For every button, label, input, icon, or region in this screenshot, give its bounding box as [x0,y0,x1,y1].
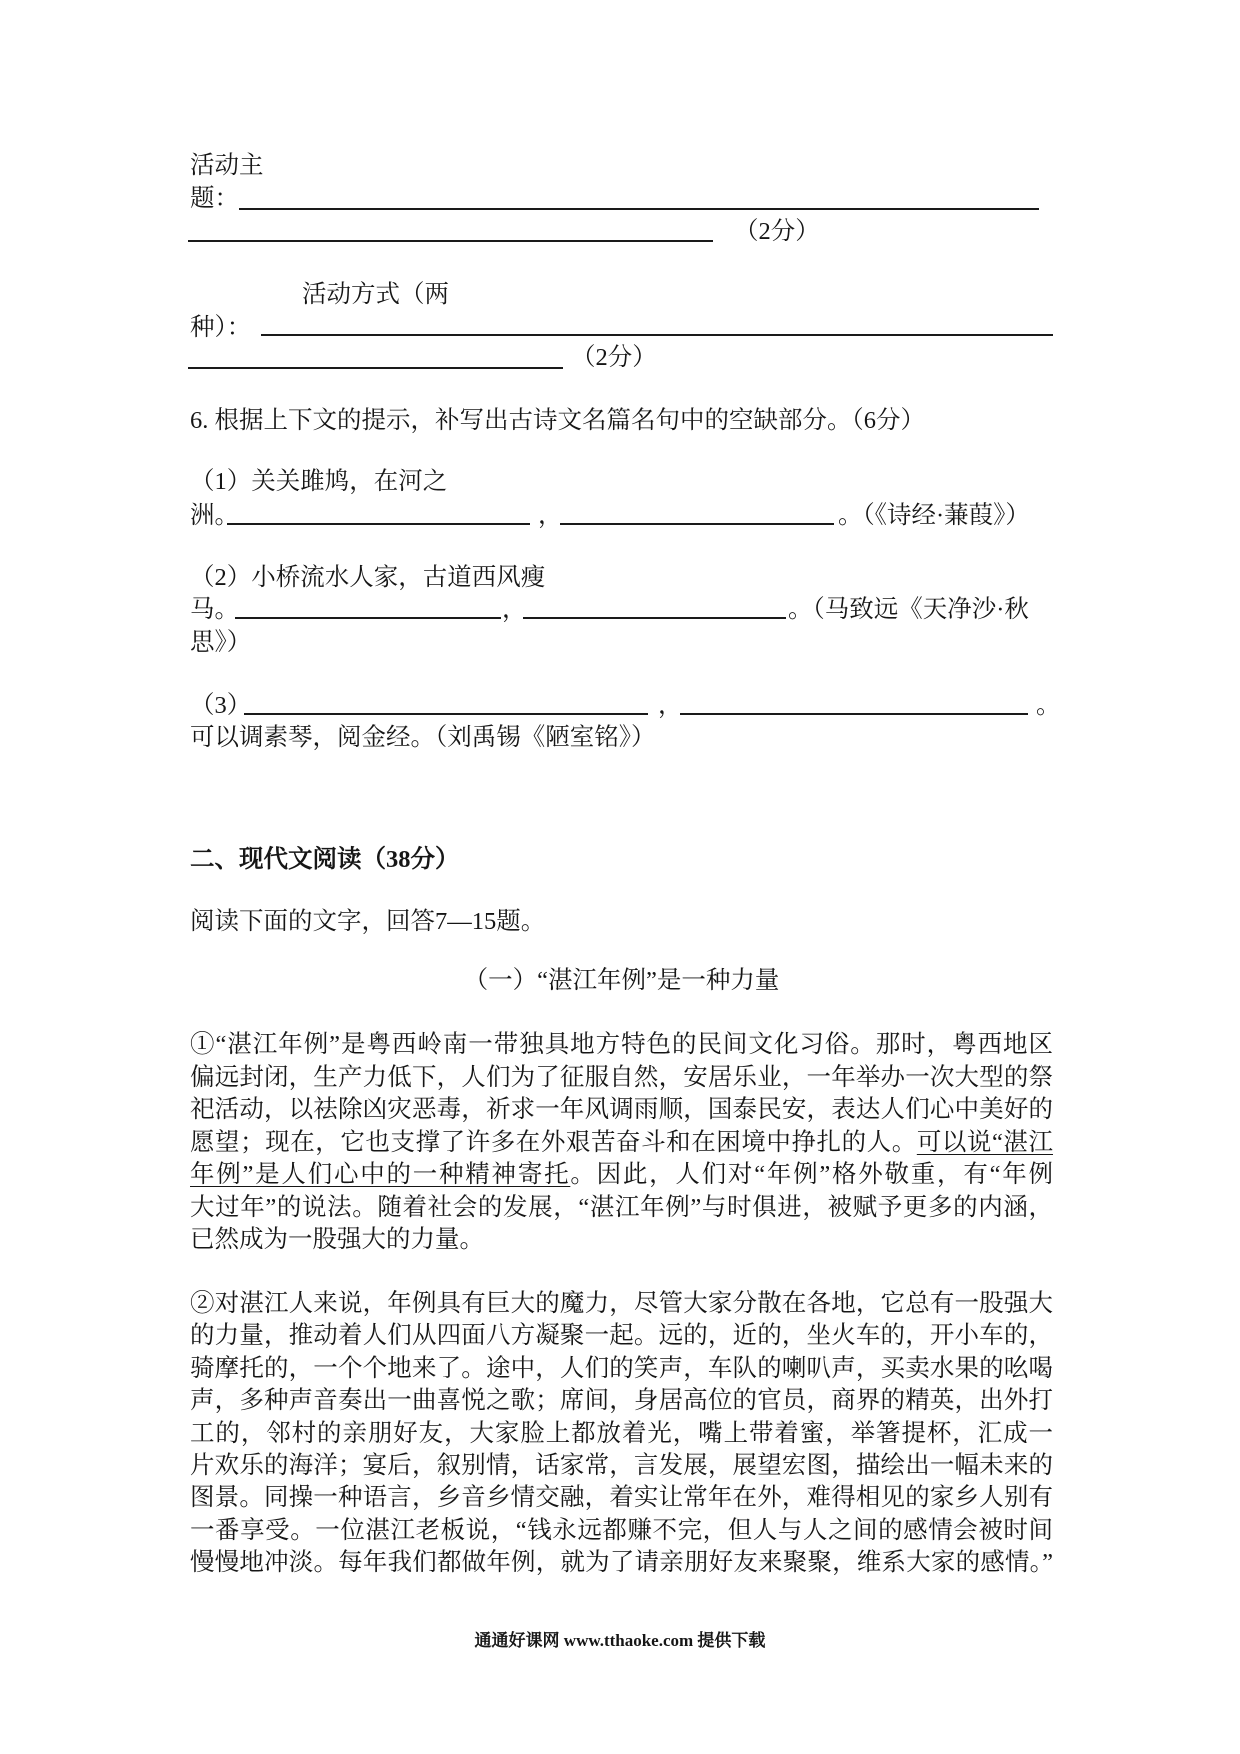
q6-item1-blank-2 [560,523,834,525]
q6-item2-source: 。（马致远《天净沙·秋 [788,596,1029,623]
section-heading: 二、现代文阅读（38分） [190,846,460,873]
paragraph-line: 慢慢地冲淡。每年我们都做年例，就为了请亲朋好友来聚聚，维系大家的感情。” [190,1549,1053,1577]
method-score: （2分） [571,344,657,371]
activity-theme-label-cont: 题： [190,185,239,212]
theme-answer-blank-2 [188,240,713,242]
activity-theme-label: 活动主 [190,152,264,179]
paragraph-line: 的力量，推动着人们从四面八方凝聚一起。远的，近的，坐火车的，开小车的， [190,1322,1053,1350]
line-text: 。因此，人们对“年例”格外敬重，有“年例 [570,1161,1053,1188]
q6-item3-number: （3） [190,692,252,719]
paragraph-line: 图景。同操一种语言，乡音乡情交融，着实让常年在外，难得相见的家乡人别有 [190,1484,1053,1512]
paragraph-line: 声，多种声音奏出一曲喜悦之歌；席间，身居高位的官员，商界的精英，出外打 [190,1387,1053,1415]
paragraph-line [190,1127,1053,1160]
underlined-sentence: 年例”是人们心中的一种精神寄托 [190,1161,571,1188]
q6-item1-line1: （1）关关雎鸠，在河之 [190,468,448,495]
q6-item2-comma: ， [502,596,527,623]
q6-item1-line2-start: 洲。 [190,502,239,529]
q6-item3-blank-2 [680,713,1028,715]
paragraph-line: 大过年”的说法。随着社会的发展，“湛江年例”与时俱进，被赋予更多的内涵， [190,1193,1053,1221]
article-paragraph-1 [190,1029,1053,1257]
q6-item3-blank-1 [244,713,648,715]
paragraph-line: 偏远封闭，生产力低下，人们为了征服自然，安居乐业，一年举办一次大型的祭 [190,1063,1053,1091]
article-paragraph-2 [190,1288,1053,1580]
activity-method-label-cont: 种）： [190,314,252,341]
paragraph-line: 片欢乐的海洋；宴后，叙别情，话家常，言发展，展望宏图，描绘出一幅未来的 [190,1451,1053,1479]
q6-item3-period: 。 [1036,692,1061,719]
line-text: 愿望；现在，它也支撑了许多在外艰苦奋斗和在困境中挣扎的人。 [190,1128,917,1156]
q6-item2-line2-start: 马。 [190,596,239,623]
q6-item2-line1: （2）小桥流水人家，古道西风瘦 [190,564,546,591]
paragraph-line: 一番享受。一位湛江老板说，“钱永远都赚不完，但人与人之间的感情会被时间 [190,1516,1053,1544]
reading-instruction: 阅读下面的文字，回答7—15题。 [190,908,546,935]
question-6-prompt: 6. 根据上下文的提示，补写出古诗文名篇名句中的空缺部分。（6分） [190,407,925,434]
paragraph-line: 祀活动，以祛除凶灾恶毒，祈求一年风调雨顺，国泰民安，表达人们心中美好的 [190,1096,1053,1123]
q6-item1-blank-1 [227,523,530,525]
underlined-sentence: 可以说“湛江 [916,1128,1053,1156]
theme-answer-blank [239,208,1039,210]
q6-item2-blank-1 [235,617,501,619]
paragraph-line: 工的，邻村的亲朋好友，大家脸上都放着光，嘴上带着蜜，举箸提杯，汇成一 [190,1419,1053,1447]
q6-item2-blank-2 [523,617,786,619]
q6-item1-comma: ， [538,502,563,529]
q6-item1-source: 。（《诗经·蒹葭》） [838,502,1030,529]
page-footer: 通通好课网 www.tthaoke.com 提供下载 [474,1631,766,1650]
q6-item3-comma: ， [658,692,683,719]
activity-method-label: 活动方式（两 [302,281,449,308]
method-answer-blank-2 [188,367,563,369]
q6-item2-source-cont: 思》） [190,629,252,656]
paragraph-line: ②对湛江人来说，年例具有巨大的魔力，尽管大家分散在各地，它总有一股强大 [190,1290,1053,1317]
paragraph-line: 已然成为一股强大的力量。 [190,1226,484,1253]
method-answer-blank [261,334,1053,336]
paragraph-line: 骑摩托的，一个个地来了。途中，人们的笑声，车队的喇叭声，买卖水果的吆喝 [190,1354,1053,1382]
paragraph-line: ①“湛江年例”是粤西岭南一带独具地方特色的民间文化习俗。那时，粤西地区 [190,1031,1053,1058]
q6-item3-line2: 可以调素琴，阅金经。（刘禹锡《陋室铭》） [190,724,656,751]
article-title: （一）“湛江年例”是一种力量 [463,967,780,994]
theme-score: （2分） [734,218,820,245]
paragraph-line [190,1159,1053,1192]
